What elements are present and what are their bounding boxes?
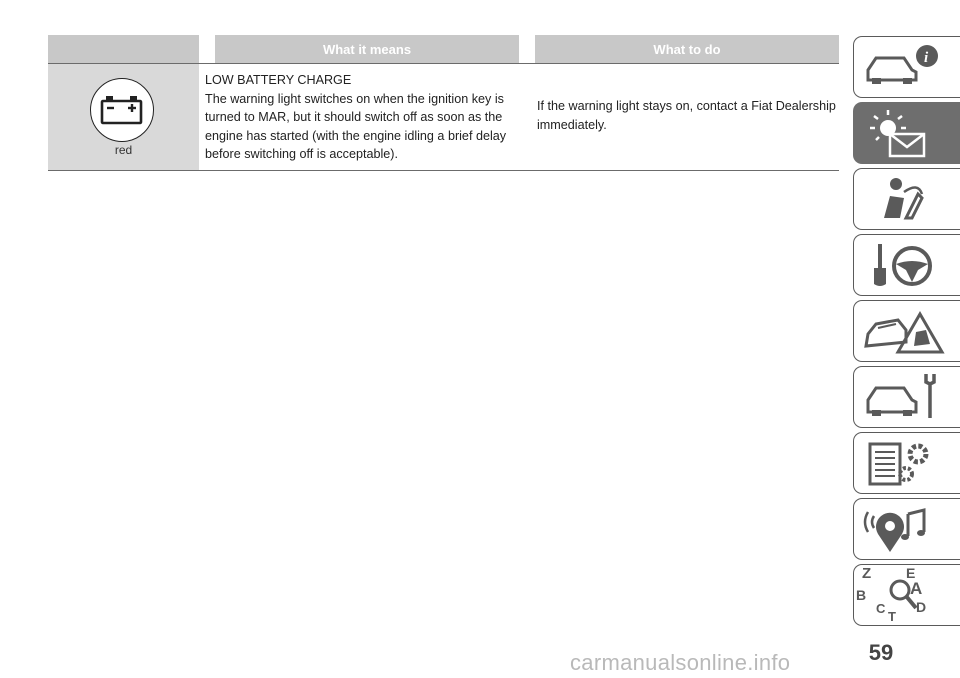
index-letter: D: [916, 599, 927, 615]
header-what-to-do: What to do: [535, 35, 839, 63]
index-letter: T: [888, 609, 896, 624]
index-letter: C: [876, 601, 886, 616]
light-color-label: red: [114, 143, 133, 157]
todo-line: If the warning light stays on, contact a Fiat Dealership: [537, 99, 836, 113]
car-maintenance-icon: [860, 370, 950, 424]
tab-index[interactable]: [853, 564, 960, 626]
watermark: carmanualsonline.info: [570, 650, 791, 675]
tab-starting-driving[interactable]: [853, 234, 960, 296]
breakdown-emergency-icon: [860, 304, 950, 358]
battery-warning-icon: [90, 78, 154, 142]
tab-emergency[interactable]: [853, 300, 960, 362]
index-search-icon: [860, 568, 950, 628]
technical-data-icon: [860, 436, 950, 490]
svg-text:i: i: [924, 50, 929, 66]
header-what-it-means: What it means: [215, 35, 519, 63]
index-letter: A: [910, 579, 923, 598]
means-line: engine has started (with the engine idling a brief delay: [205, 128, 507, 143]
index-letter: B: [856, 587, 867, 603]
page-number: 59: [868, 640, 894, 665]
what-to-do-text: [537, 97, 837, 134]
tab-maintenance[interactable]: [853, 366, 960, 428]
index-letter: Z: [862, 565, 872, 582]
means-line: The warning light switches on when the ignition key is: [205, 91, 504, 106]
tab-multimedia[interactable]: [853, 498, 960, 560]
tab-warning-lights[interactable]: [853, 102, 960, 164]
index-letter: E: [906, 565, 916, 581]
means-line: turned to MAR, but it should switch off as soon as the: [205, 110, 503, 124]
means-line: before switching off is acceptable).: [205, 147, 398, 161]
seat-safety-icon: [860, 172, 950, 226]
todo-line: immediately.: [537, 117, 607, 132]
tab-technical-data[interactable]: [853, 432, 960, 494]
tab-safety[interactable]: [853, 168, 960, 230]
multimedia-icon: [860, 502, 950, 556]
car-info-icon: [860, 40, 950, 94]
means-title: LOW BATTERY CHARGE: [205, 73, 352, 87]
warning-lights-icon: [860, 106, 950, 160]
warning-icon-cell: [48, 64, 199, 170]
key-steering-wheel-icon: [860, 238, 950, 292]
row-divider: [48, 170, 839, 171]
what-it-means-text: [205, 71, 521, 164]
header-icon-column: [48, 35, 199, 63]
tab-car-info[interactable]: [853, 36, 960, 98]
